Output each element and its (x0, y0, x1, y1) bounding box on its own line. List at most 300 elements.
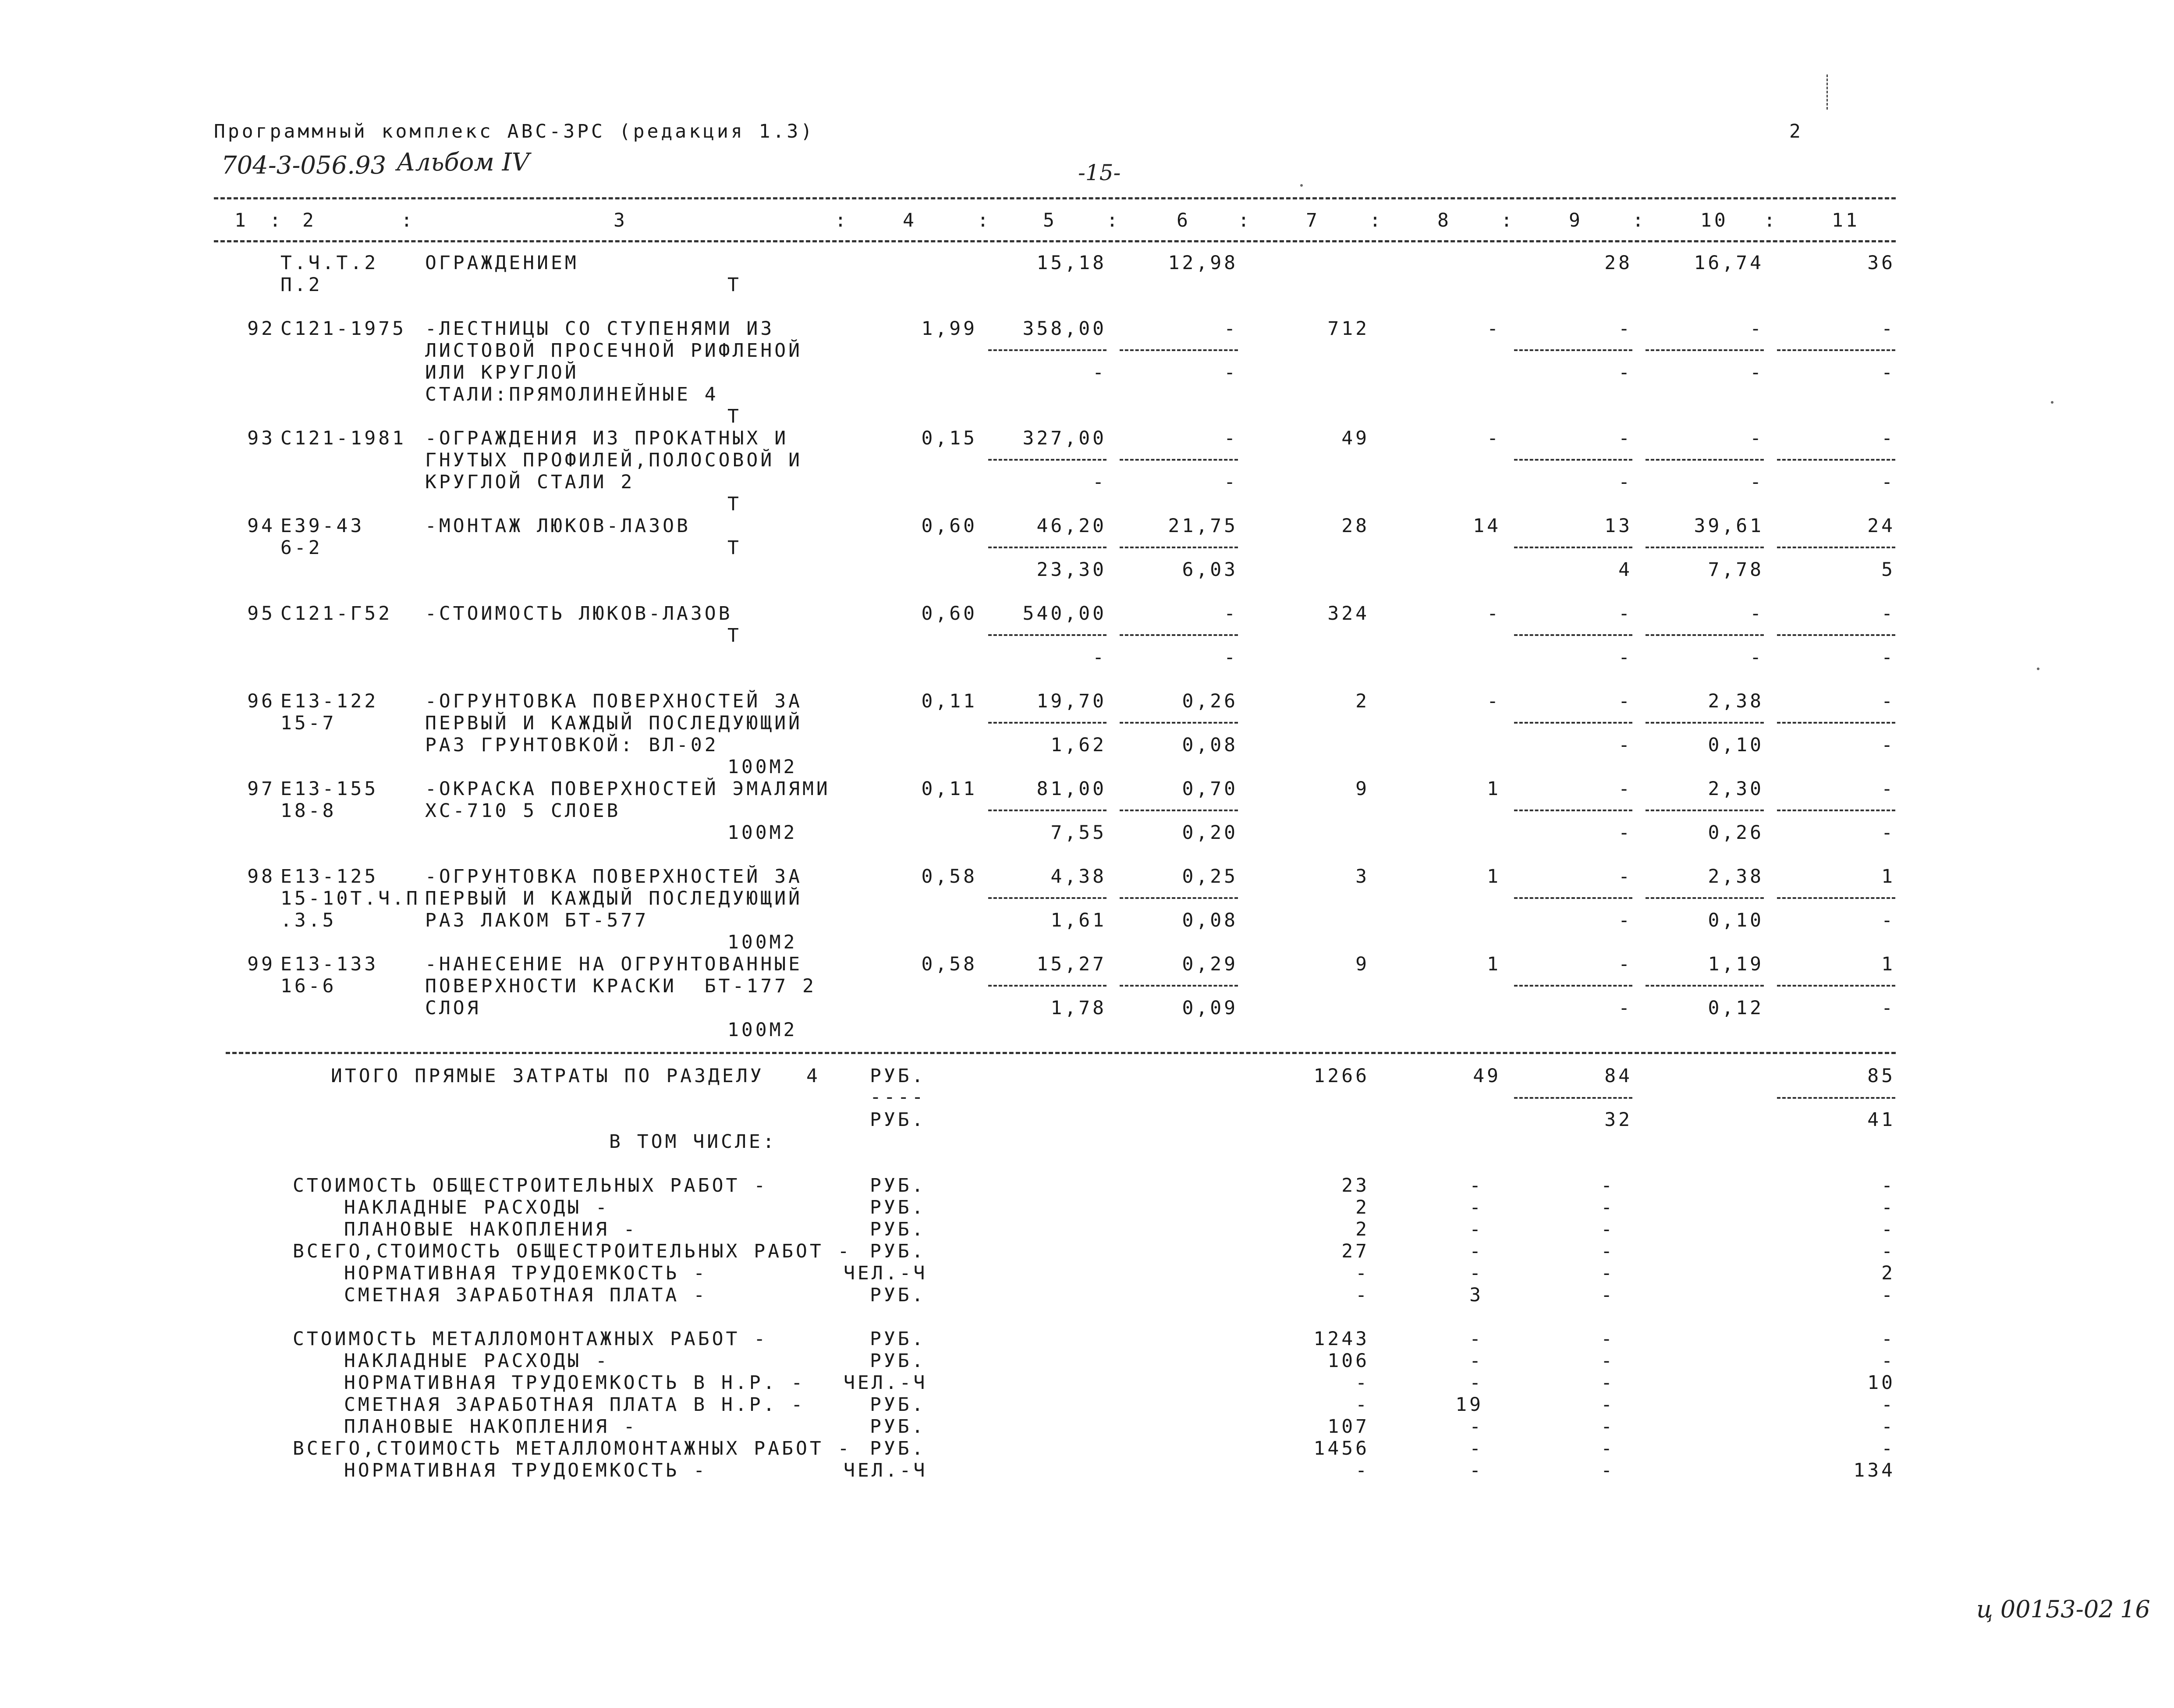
row-c5-divider (988, 722, 1107, 724)
row-c11-bottom: - (1881, 997, 1895, 1019)
row-c9-bottom: - (1618, 909, 1632, 931)
row-c9-top: - (1618, 427, 1632, 449)
row-c11-top: - (1881, 603, 1895, 625)
row-c7: 3 (1355, 866, 1369, 888)
row-description: РАЗ ГРУНТОВКОЙ: ВЛ-02 (425, 734, 719, 756)
summary-general-row-unit: РУБ. (870, 1240, 926, 1262)
row-code: 6-2 (280, 537, 323, 559)
row-c11-bottom: 5 (1881, 559, 1895, 581)
row-c6-bottom: - (1224, 471, 1238, 493)
summary-metal-row-c9: - (1601, 1394, 1615, 1416)
summary-general-row-unit: ЧЕЛ.-Ч (844, 1262, 928, 1284)
row-quantity: 0,11 (921, 778, 977, 800)
row-code: 15-10Т.Ч.П (280, 888, 420, 909)
row-c8: - (1487, 427, 1501, 449)
row-c9-top: - (1618, 778, 1632, 800)
row-c11-bottom: - (1881, 734, 1895, 756)
row-c9-bottom: 4 (1618, 559, 1632, 581)
row-c10-top: 1,19 (1708, 953, 1764, 975)
summary-metal-row-label: НОРМАТИВНАЯ ТРУДОЕМКОСТЬ В Н.Р. - (344, 1372, 805, 1394)
summary-general-row-c11: 2 (1881, 1262, 1895, 1284)
summary-general-row-c8: - (1469, 1240, 1483, 1262)
row-c5-top: 327,00 (1022, 427, 1107, 449)
row-c5-bottom: 7,55 (1050, 822, 1107, 844)
row-c5-top: 540,00 (1022, 603, 1107, 625)
summary-metal-row-c9: - (1601, 1350, 1615, 1372)
page-number-right: 2 (1789, 121, 1803, 142)
totals-c7: 1266 (1313, 1065, 1369, 1087)
including-label: В ТОМ ЧИСЛЕ: (609, 1131, 777, 1153)
summary-metal-row-unit: РУБ. (870, 1328, 926, 1350)
row-description: ОГРАЖДЕНИЕМ (425, 252, 579, 274)
row-c5-divider (988, 459, 1107, 461)
footer-sheet-number: 16 (2120, 1595, 2150, 1623)
row-code: С121-Г52 (280, 603, 393, 625)
summary-metal-row-c11: 10 (1867, 1372, 1895, 1394)
summary-metal-row-c7: 1243 (1313, 1328, 1369, 1350)
row-c9-top: 13 (1604, 515, 1632, 537)
summary-metal-row-c8: - (1469, 1438, 1483, 1459)
row-description: -ОГРУНТОВКА ПОВЕРХНОСТЕЙ ЗА (425, 690, 802, 712)
row-description: ХС-710 5 СЛОЕВ (425, 800, 621, 822)
row-number: 97 (247, 778, 275, 800)
row-c7: 9 (1355, 778, 1369, 800)
summary-metal-row-unit: ЧЕЛ.-Ч (844, 1459, 928, 1481)
summary-metal-row-c9: - (1601, 1372, 1615, 1394)
row-c10-divider (1646, 349, 1764, 351)
summary-general-row-c8: 3 (1469, 1284, 1483, 1306)
row-c5-top: 81,00 (1036, 778, 1107, 800)
row-number: 92 (247, 318, 275, 340)
row-c11-divider (1777, 722, 1895, 724)
summary-general-row-c9: - (1601, 1218, 1615, 1240)
album-handwritten: Альбом IV (397, 148, 530, 177)
row-c10-bottom: - (1750, 646, 1764, 668)
row-c10-top: - (1750, 318, 1764, 340)
row-c9-divider (1514, 810, 1632, 811)
summary-general-row-label: СТОИМОСТЬ ОБЩЕСТРОИТЕЛЬНЫХ РАБОТ - (293, 1175, 768, 1197)
row-c11-bottom: - (1881, 362, 1895, 384)
row-code: П.2 (280, 274, 323, 296)
row-description: РАЗ ЛАКОМ БТ-577 (425, 909, 649, 931)
row-code: С121-1975 (280, 318, 406, 340)
row-c10-bottom: 0,26 (1708, 822, 1764, 844)
row-c8: 14 (1473, 515, 1501, 537)
totals-c9-top: 84 (1604, 1065, 1632, 1087)
row-c6-bottom: 0,09 (1182, 997, 1238, 1019)
row-unit: Т (727, 405, 741, 427)
row-unit: Т (727, 274, 741, 296)
row-c9-divider (1514, 547, 1632, 548)
row-c11-divider (1777, 349, 1895, 351)
row-description: -ОКРАСКА ПОВЕРХНОСТЕЙ ЭМАЛЯМИ (425, 778, 830, 800)
row-c10-divider (1646, 722, 1764, 724)
summary-general-row-c7: 2 (1355, 1218, 1369, 1240)
row-c8: - (1487, 318, 1501, 340)
summary-metal-row-c8: - (1469, 1350, 1483, 1372)
row-description: -СТОИМОСТЬ ЛЮКОВ-ЛАЗОВ (425, 603, 733, 625)
row-c5-bottom: 1,78 (1050, 997, 1107, 1019)
row-c11-divider (1777, 634, 1895, 636)
summary-general-row-c9: - (1601, 1197, 1615, 1218)
summary-metal-row-label: НОРМАТИВНАЯ ТРУДОЕМКОСТЬ - (344, 1459, 708, 1481)
row-c7: 49 (1341, 427, 1369, 449)
summary-general-row-unit: РУБ. (870, 1284, 926, 1306)
row-c6-top: - (1224, 603, 1238, 625)
summary-metal-row-c7: - (1355, 1459, 1369, 1481)
row-c9-divider (1514, 459, 1632, 461)
row-c9-bottom: - (1618, 822, 1632, 844)
totals-c9-bottom: 32 (1604, 1109, 1632, 1131)
row-description: СЛОЯ (425, 997, 481, 1019)
row-code: 18-8 (280, 800, 337, 822)
row-description: ГНУТЫХ ПРОФИЛЕЙ,ПОЛОСОВОЙ И (425, 449, 802, 471)
totals-c8: 49 (1473, 1065, 1501, 1087)
row-code: Е13-155 (280, 778, 379, 800)
column-separator: : (1238, 210, 1252, 231)
totals-c11-bottom: 41 (1867, 1109, 1895, 1131)
row-description: -ОГРАЖДЕНИЯ ИЗ ПРОКАТНЫХ И (425, 427, 789, 449)
row-c11-top: 24 (1867, 515, 1895, 537)
row-number: 96 (247, 690, 275, 712)
row-c10-bottom: - (1750, 362, 1764, 384)
summary-general-row-label: ВСЕГО,СТОИМОСТЬ ОБЩЕСТРОИТЕЛЬНЫХ РАБОТ - (293, 1240, 852, 1262)
row-c10-bottom: 0,12 (1708, 997, 1764, 1019)
footer-stamp: ц 00153-02 (1976, 1595, 2114, 1623)
column-header-10: 10 (1700, 210, 1728, 231)
totals-unit-dash: ---- (870, 1086, 926, 1108)
totals-unit-2: РУБ. (870, 1109, 926, 1131)
summary-general-row-c11: - (1881, 1175, 1895, 1197)
row-c10-top: 16,74 (1694, 252, 1764, 274)
row-c9-divider (1514, 349, 1632, 351)
row-code: .3.5 (280, 909, 337, 931)
row-c11-top: - (1881, 318, 1895, 340)
row-c11-bottom: - (1881, 822, 1895, 844)
row-c6-top: - (1224, 318, 1238, 340)
summary-general-row-c7: 23 (1341, 1175, 1369, 1197)
summary-general-row-c11: - (1881, 1240, 1895, 1262)
row-quantity: 0,60 (921, 603, 977, 625)
summary-metal-row-c8: - (1469, 1372, 1483, 1394)
row-c11-top: - (1881, 690, 1895, 712)
row-quantity: 0,58 (921, 866, 977, 888)
column-header-9: 9 (1569, 210, 1583, 231)
summary-metal-row-c9: - (1601, 1328, 1615, 1350)
row-c5-bottom: - (1092, 471, 1107, 493)
summary-general-row-c11: - (1881, 1284, 1895, 1306)
row-c6-bottom: 0,08 (1182, 734, 1238, 756)
scan-speck (2051, 401, 2053, 404)
summary-metal-row-label: ПЛАНОВЫЕ НАКОПЛЕНИЯ - (344, 1416, 638, 1438)
row-c5-top: 4,38 (1050, 866, 1107, 888)
summary-metal-row-label: НАКЛАДНЫЕ РАСХОДЫ - (344, 1350, 610, 1372)
row-c5-bottom: 1,62 (1050, 734, 1107, 756)
column-separator: : (1369, 210, 1383, 231)
scan-mark (1826, 75, 1828, 110)
column-header-5: 5 (1043, 210, 1057, 231)
row-unit: Т (727, 537, 741, 559)
row-c6-top: 12,98 (1168, 252, 1238, 274)
summary-metal-row-c7: 1456 (1313, 1438, 1369, 1459)
row-number: 94 (247, 515, 275, 537)
row-c6-top: 0,70 (1182, 778, 1238, 800)
row-c6-divider (1120, 722, 1238, 724)
row-code: Е39-43 (280, 515, 365, 537)
summary-general-row-c8: - (1469, 1218, 1483, 1240)
summary-general-row-unit: РУБ. (870, 1197, 926, 1218)
row-description: ПЕРВЫЙ И КАЖДЫЙ ПОСЛЕДУЮЩИЙ (425, 712, 802, 734)
row-c10-divider (1646, 547, 1764, 548)
summary-metal-row-c8: - (1469, 1459, 1483, 1481)
row-description: ПОВЕРХНОСТИ КРАСКИ БТ-177 2 (425, 975, 816, 997)
summary-general-row-c11: - (1881, 1218, 1895, 1240)
summary-general-row-label: НОРМАТИВНАЯ ТРУДОЕМКОСТЬ - (344, 1262, 708, 1284)
column-separator: : (977, 210, 991, 231)
row-unit: 100М2 (727, 756, 798, 778)
summary-metal-row-c11: - (1881, 1438, 1895, 1459)
row-quantity: 0,15 (921, 427, 977, 449)
summary-general-row-c8: - (1469, 1175, 1483, 1197)
row-c10-divider (1646, 459, 1764, 461)
row-c6-bottom: 0,20 (1182, 822, 1238, 844)
summary-metal-row-c11: - (1881, 1394, 1895, 1416)
summary-metal-row-c7: 106 (1327, 1350, 1369, 1372)
row-c10-bottom: 7,78 (1708, 559, 1764, 581)
summary-general-row-c7: - (1355, 1262, 1369, 1284)
row-c6-divider (1120, 349, 1238, 351)
summary-metal-row-label: СМЕТНАЯ ЗАРАБОТНАЯ ПЛАТА В Н.Р. - (344, 1394, 805, 1416)
row-c6-divider (1120, 634, 1238, 636)
row-quantity: 0,58 (921, 953, 977, 975)
totals-unit: РУБ. (870, 1065, 926, 1087)
summary-metal-row-c9: - (1601, 1416, 1615, 1438)
row-c11-bottom: - (1881, 471, 1895, 493)
row-c9-divider (1514, 985, 1632, 987)
summary-metal-row-c11: - (1881, 1350, 1895, 1372)
summary-general-row-c7: 27 (1341, 1240, 1369, 1262)
row-code: Е13-125 (280, 866, 379, 888)
summary-general-row-label: СМЕТНАЯ ЗАРАБОТНАЯ ПЛАТА - (344, 1284, 708, 1306)
summary-metal-row-unit: РУБ. (870, 1416, 926, 1438)
row-description: КРУГЛОЙ СТАЛИ 2 (425, 471, 635, 493)
column-separator: : (1632, 210, 1646, 231)
column-header-7: 7 (1306, 210, 1320, 231)
row-description: СТАЛИ:ПРЯМОЛИНЕЙНЫЕ 4 (425, 384, 719, 405)
row-c6-divider (1120, 459, 1238, 461)
row-c8: 1 (1487, 866, 1501, 888)
row-number: 93 (247, 427, 275, 449)
summary-general-row-label: НАКЛАДНЫЕ РАСХОДЫ - (344, 1197, 610, 1218)
totals-c11-top: 85 (1867, 1065, 1895, 1087)
row-c11-top: 1 (1881, 866, 1895, 888)
summary-metal-row-c8: - (1469, 1328, 1483, 1350)
row-description: -ЛЕСТНИЦЫ СО СТУПЕНЯМИ ИЗ (425, 318, 775, 340)
column-header-1: 1 (234, 210, 248, 231)
row-description: ЛИСТОВОЙ ПРОСЕЧНОЙ РИФЛЕНОЙ (425, 340, 802, 362)
row-c9-divider (1514, 897, 1632, 899)
row-c9-bottom: - (1618, 997, 1632, 1019)
summary-general-row-c11: - (1881, 1197, 1895, 1218)
column-header-3: 3 (614, 210, 628, 231)
summary-metal-row-unit: РУБ. (870, 1350, 926, 1372)
row-number: 95 (247, 603, 275, 625)
row-c6-top: 0,29 (1182, 953, 1238, 975)
table-header-rule (214, 240, 1896, 242)
row-c11-top: 36 (1867, 252, 1895, 274)
summary-metal-row-c7: - (1355, 1372, 1369, 1394)
row-c10-top: 2,38 (1708, 866, 1764, 888)
row-unit: Т (727, 493, 741, 515)
row-quantity: 0,60 (921, 515, 977, 537)
summary-general-row-c9: - (1601, 1284, 1615, 1306)
row-code: Е13-133 (280, 953, 379, 975)
row-c10-divider (1646, 985, 1764, 987)
row-description: -МОНТАЖ ЛЮКОВ-ЛАЗОВ (425, 515, 691, 537)
column-header-2: 2 (302, 210, 316, 231)
row-c6-top: 0,25 (1182, 866, 1238, 888)
row-c10-bottom: 0,10 (1708, 734, 1764, 756)
summary-metal-row-c9: - (1601, 1459, 1615, 1481)
summary-metal-row-c11: - (1881, 1328, 1895, 1350)
summary-general-row-label: ПЛАНОВЫЕ НАКОПЛЕНИЯ - (344, 1218, 638, 1240)
summary-general-row-unit: РУБ. (870, 1175, 926, 1197)
row-c10-top: - (1750, 427, 1764, 449)
row-c11-divider (1777, 459, 1895, 461)
row-c8: 1 (1487, 953, 1501, 975)
row-c7: 2 (1355, 690, 1369, 712)
row-number: 99 (247, 953, 275, 975)
row-unit: 100М2 (727, 1019, 798, 1041)
summary-metal-row-c11: 134 (1853, 1459, 1895, 1481)
row-c9-top: - (1618, 690, 1632, 712)
row-c10-divider (1646, 810, 1764, 811)
column-header-11: 11 (1832, 210, 1860, 231)
row-c9-top: - (1618, 318, 1632, 340)
row-c6-top: 0,26 (1182, 690, 1238, 712)
row-number: 98 (247, 866, 275, 888)
row-c9-top: - (1618, 866, 1632, 888)
row-c5-top: 358,00 (1022, 318, 1107, 340)
row-c11-top: - (1881, 427, 1895, 449)
row-c6-divider (1120, 985, 1238, 987)
row-description: -НАНЕСЕНИЕ НА ОГРУНТОВАННЫЕ (425, 953, 802, 975)
row-c11-divider (1777, 897, 1895, 899)
row-quantity: 0,11 (921, 690, 977, 712)
row-c10-bottom: 0,10 (1708, 909, 1764, 931)
row-description: ИЛИ КРУГЛОЙ (425, 362, 579, 384)
row-c7: 28 (1341, 515, 1369, 537)
row-c6-bottom: - (1224, 362, 1238, 384)
row-c5-top: 46,20 (1036, 515, 1107, 537)
row-unit: 100М2 (727, 931, 798, 953)
page-mark-handwritten: -15- (1078, 160, 1121, 185)
column-separator: : (1107, 210, 1121, 231)
row-c6-bottom: - (1224, 646, 1238, 668)
row-c5-divider (988, 985, 1107, 987)
row-quantity: 1,99 (921, 318, 977, 340)
row-c11-bottom: - (1881, 909, 1895, 931)
summary-general-row-c9: - (1601, 1240, 1615, 1262)
summary-general-row-unit: РУБ. (870, 1218, 926, 1240)
row-c8: 1 (1487, 778, 1501, 800)
row-description: ПЕРВЫЙ И КАЖДЫЙ ПОСЛЕДУЮЩИЙ (425, 888, 802, 909)
totals-rule (226, 1052, 1896, 1054)
row-c10-top: 2,30 (1708, 778, 1764, 800)
row-c11-divider (1777, 985, 1895, 987)
row-c8: - (1487, 603, 1501, 625)
row-unit: 100М2 (727, 822, 798, 844)
row-c5-top: 15,18 (1036, 252, 1107, 274)
row-c5-divider (988, 634, 1107, 636)
row-c9-divider (1514, 634, 1632, 636)
row-c5-divider (988, 810, 1107, 811)
summary-metal-row-c9: - (1601, 1438, 1615, 1459)
row-c9-divider (1514, 722, 1632, 724)
summary-general-row-c8: - (1469, 1262, 1483, 1284)
summary-general-row-c7: 2 (1355, 1197, 1369, 1218)
column-separator: : (1764, 210, 1778, 231)
summary-general-row-c9: - (1601, 1262, 1615, 1284)
row-code: 15-7 (280, 712, 337, 734)
row-c9-bottom: - (1618, 734, 1632, 756)
scan-speck (1300, 184, 1303, 187)
row-c7: 324 (1327, 603, 1369, 625)
scan-speck (2037, 668, 2039, 670)
row-c10-top: 39,61 (1694, 515, 1764, 537)
summary-metal-row-c7: 107 (1327, 1416, 1369, 1438)
summary-metal-row-c8: 19 (1455, 1394, 1483, 1416)
row-c7: 712 (1327, 318, 1369, 340)
row-c6-top: 21,75 (1168, 515, 1238, 537)
row-c6-top: - (1224, 427, 1238, 449)
row-c6-divider (1120, 547, 1238, 548)
row-code: 16-6 (280, 975, 337, 997)
row-c5-divider (988, 349, 1107, 351)
row-c8: - (1487, 690, 1501, 712)
totals-label: ИТОГО ПРЯМЫЕ ЗАТРАТЫ ПО РАЗДЕЛУ (331, 1065, 764, 1087)
row-c10-divider (1646, 897, 1764, 899)
summary-metal-row-unit: РУБ. (870, 1394, 926, 1416)
row-c9-top: - (1618, 953, 1632, 975)
row-c6-bottom: 6,03 (1182, 559, 1238, 581)
row-c9-top: - (1618, 603, 1632, 625)
column-separator: : (835, 210, 849, 231)
summary-general-row-c8: - (1469, 1197, 1483, 1218)
row-c11-top: 1 (1881, 953, 1895, 975)
program-title: Программный комплекс АВС-ЗРС (редакция 1.3) (214, 121, 815, 142)
row-c5-top: 19,70 (1036, 690, 1107, 712)
totals-c9-divider (1514, 1097, 1632, 1099)
row-code: С121-1981 (280, 427, 406, 449)
totals-section: 4 (806, 1065, 820, 1087)
row-c5-bottom: 23,30 (1036, 559, 1107, 581)
row-c5-divider (988, 897, 1107, 899)
row-code: Т.Ч.Т.2 (280, 252, 379, 274)
row-c6-divider (1120, 897, 1238, 899)
doc-code-handwritten: 704-3-056.93 (221, 151, 387, 180)
row-c9-bottom: - (1618, 471, 1632, 493)
summary-general-row-c9: - (1601, 1175, 1615, 1197)
summary-metal-row-label: ВСЕГО,СТОИМОСТЬ МЕТАЛЛОМОНТАЖНЫХ РАБОТ - (293, 1438, 852, 1459)
row-unit: Т (727, 625, 741, 646)
summary-general-row-c7: - (1355, 1284, 1369, 1306)
row-c10-bottom: - (1750, 471, 1764, 493)
totals-c11-divider (1777, 1097, 1895, 1099)
row-c11-divider (1777, 547, 1895, 548)
row-c7: 9 (1355, 953, 1369, 975)
column-separator: : (270, 210, 284, 231)
